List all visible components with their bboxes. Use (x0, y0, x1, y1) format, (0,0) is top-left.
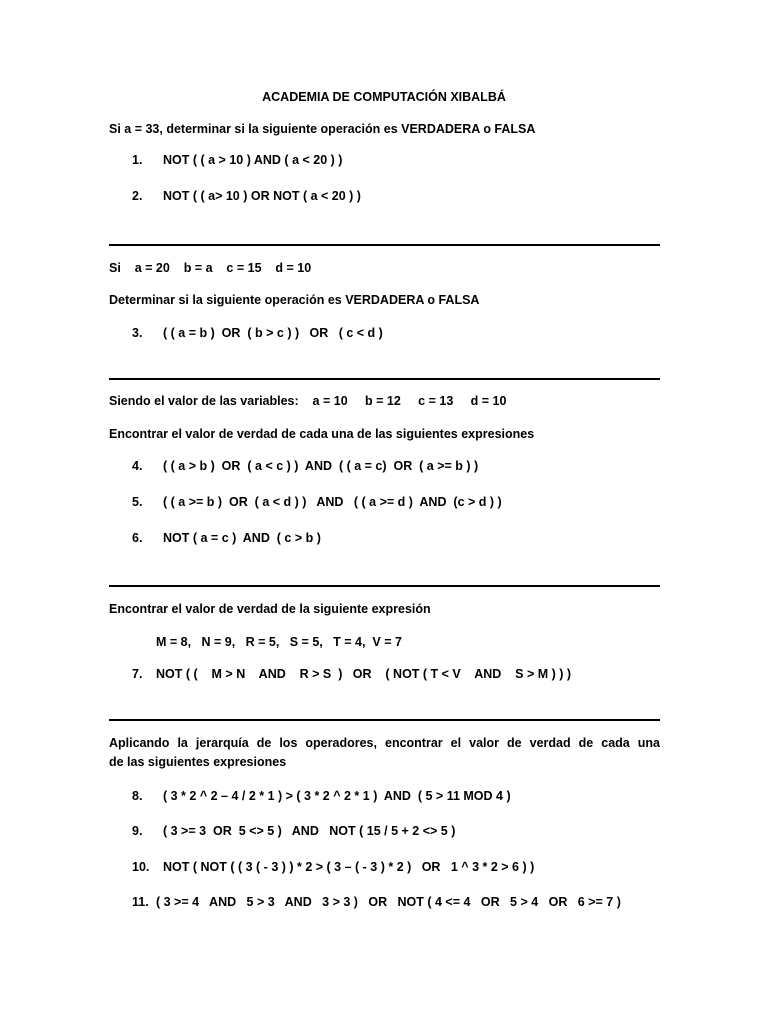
section-3-variables: Siendo el valor de las variables: a = 10 b = 12 c = 13 d = 10 (109, 394, 507, 408)
section-2-intro: Determinar si la siguiente operación es VERDADERA o FALSA (109, 293, 480, 307)
item-number: 4. (132, 459, 143, 473)
page-title: ACADEMIA DE COMPUTACIÓN XIBALBÁ (262, 90, 506, 104)
item-number: 2. (132, 189, 143, 203)
item-number: 11. (132, 895, 149, 909)
item-expression: NOT ( NOT ( ( 3 ( - 3 ) ) * 2 > ( 3 – ( - 3 ) * 2 ) OR 1 ^ 3 * 2 > 6 ) ) (163, 860, 535, 874)
section-divider (109, 244, 660, 246)
item-expression: ( 3 >= 4 AND 5 > 3 AND 3 > 3 ) OR NOT ( 4 <= 4 OR 5 > 4 OR 6 >= 7 ) (156, 895, 621, 909)
item-expression: NOT ( ( a > 10 ) AND ( a < 20 ) ) (163, 153, 343, 167)
item-number: 1. (132, 153, 143, 167)
item-expression: ( 3 * 2 ^ 2 – 4 / 2 * 1 ) > ( 3 * 2 ^ 2 * 1 ) AND ( 5 > 11 MOD 4 ) (163, 789, 511, 803)
item-expression: ( ( a > b ) OR ( a < c ) ) AND ( ( a = c) OR ( a >= b ) ) (163, 459, 479, 473)
section-1-intro: Si a = 33, determinar si la siguiente operación es VERDADERA o FALSA (109, 122, 536, 136)
item-expression: ( ( a >= b ) OR ( a < d ) ) AND ( ( a >= d ) AND (c > d ) ) (163, 495, 502, 509)
item-expression: NOT ( ( M > N AND R > S ) OR ( NOT ( T < V AND S > M ) ) ) (156, 667, 572, 681)
section-divider (109, 378, 660, 380)
item-number: 5. (132, 495, 143, 509)
section-3-intro: Encontrar el valor de verdad de cada una de las siguientes expresiones (109, 427, 535, 441)
variable-values: M = 8, N = 9, R = 5, S = 5, T = 4, V = 7 (156, 635, 402, 649)
section-divider (109, 719, 660, 721)
item-number: 3. (132, 326, 143, 340)
item-number: 8. (132, 789, 143, 803)
section-2-variables: Si a = 20 b = a c = 15 d = 10 (109, 261, 312, 275)
section-divider (109, 585, 660, 587)
item-expression: NOT ( a = c ) AND ( c > b ) (163, 531, 321, 545)
section-5-intro: Aplicando la jerarquía de los operadores, encontrar el valor de verdad de cada una (109, 736, 660, 750)
item-expression: ( ( a = b ) OR ( b > c ) ) OR ( c < d ) (163, 326, 383, 340)
item-expression: NOT ( ( a> 10 ) OR NOT ( a < 20 ) ) (163, 189, 361, 203)
section-4-intro: Encontrar el valor de verdad de la siguiente expresión (109, 602, 431, 616)
item-number: 10. (132, 860, 150, 874)
item-number: 9. (132, 824, 143, 838)
item-number: 6. (132, 531, 143, 545)
item-number: 7. (132, 667, 143, 681)
section-5-intro-continued: de las siguientes expresiones (109, 755, 287, 769)
item-expression: ( 3 >= 3 OR 5 <> 5 ) AND NOT ( 15 / 5 + 2 <> 5 ) (163, 824, 456, 838)
